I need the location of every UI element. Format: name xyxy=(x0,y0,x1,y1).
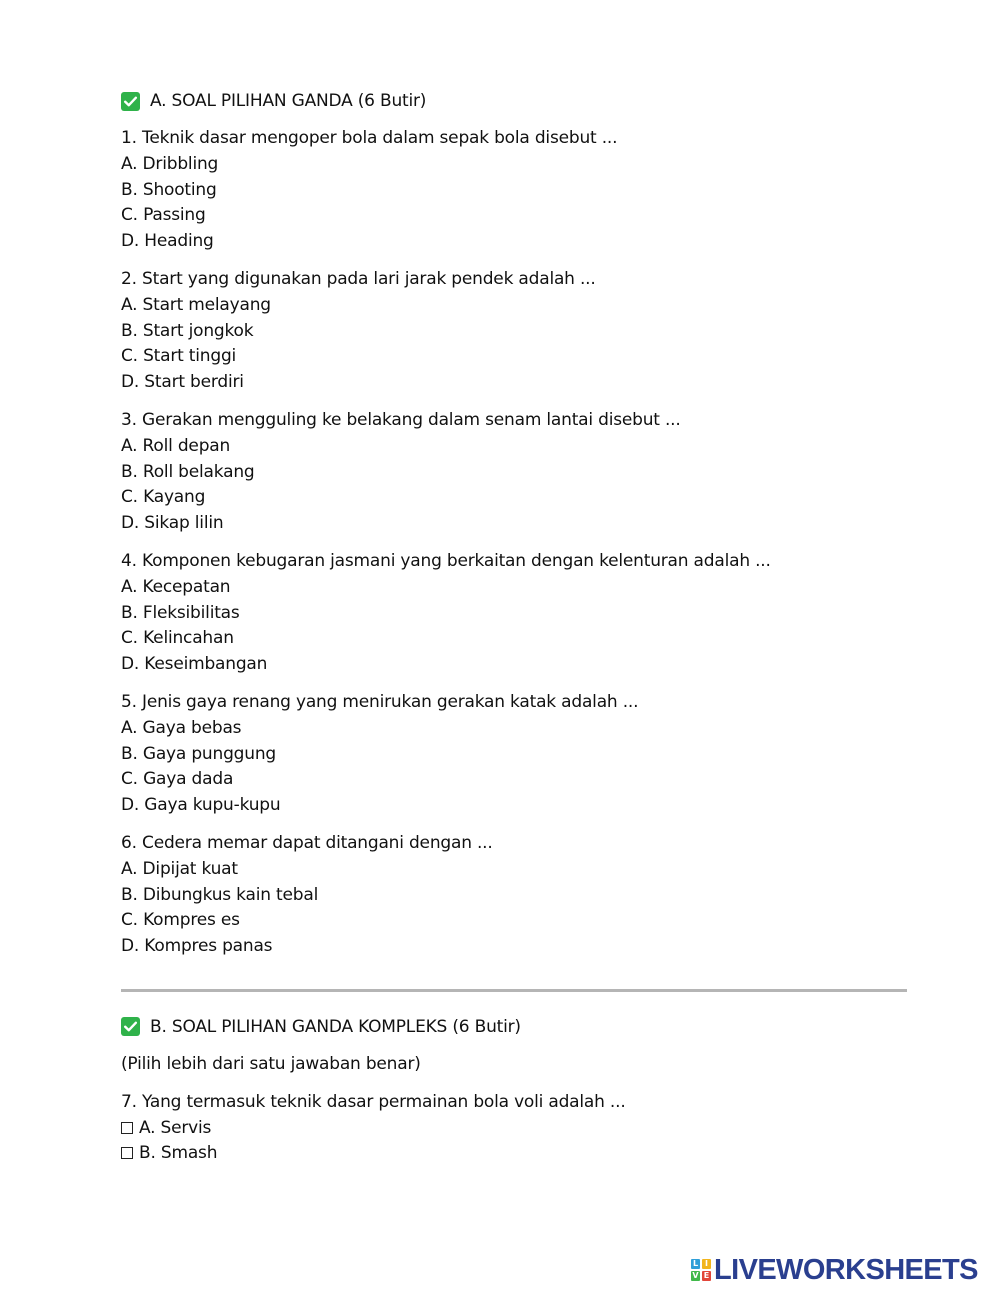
question-block xyxy=(121,831,907,960)
section-b-title: B. SOAL PILIHAN GANDA KOMPLEKS (6 Butir) xyxy=(150,1016,521,1037)
question-block xyxy=(121,690,907,819)
question-text: 7. Yang termasuk teknik dasar permainan bola voli adalah ... xyxy=(121,1091,626,1112)
answer-option[interactable] xyxy=(121,1141,907,1167)
answer-option[interactable]: B. Gaya punggung xyxy=(121,743,277,764)
question-block xyxy=(121,408,907,537)
question-block xyxy=(121,1090,907,1167)
answer-option[interactable]: B. Fleksibilitas xyxy=(121,602,240,623)
section-a-heading xyxy=(121,88,907,114)
answer-option[interactable]: C. Kelincahan xyxy=(121,628,234,649)
logo-mark-icon xyxy=(691,1259,711,1281)
answer-option[interactable]: D. Start berdiri xyxy=(121,372,244,393)
question-text: 2. Start yang digunakan pada lari jarak pendek adalah ... xyxy=(121,268,596,289)
answer-option-label: B. Smash xyxy=(139,1143,218,1164)
answer-option[interactable]: C. Kayang xyxy=(121,487,206,508)
logo-mark-tile: E xyxy=(703,1271,710,1280)
answer-option[interactable]: C. Gaya dada xyxy=(121,769,234,790)
answer-option[interactable]: D. Sikap lilin xyxy=(121,513,224,534)
section-divider xyxy=(121,989,907,992)
answer-option[interactable]: D. Kompres panas xyxy=(121,936,273,957)
answer-option[interactable]: A. Dipijat kuat xyxy=(121,858,238,879)
logo-mark-tile: I xyxy=(702,1259,711,1269)
answer-option[interactable]: A. Start melayang xyxy=(121,294,271,315)
section-b-questions xyxy=(121,1090,907,1167)
answer-option[interactable]: A. Dribbling xyxy=(121,153,219,174)
worksheet xyxy=(121,88,907,1167)
section-a-title: A. SOAL PILIHAN GANDA (6 Butir) xyxy=(150,91,427,111)
question-text: 5. Jenis gaya renang yang menirukan gerakan katak adalah ... xyxy=(121,691,639,712)
answer-option[interactable]: C. Passing xyxy=(121,205,206,226)
logo-text: LIVEWORKSHEETS xyxy=(714,1253,978,1286)
answer-option[interactable]: C. Kompres es xyxy=(121,910,240,931)
check-box-icon xyxy=(121,92,140,111)
answer-option[interactable]: D. Gaya kupu-kupu xyxy=(121,795,281,816)
check-box-icon xyxy=(121,1017,140,1036)
logo-mark-tile: V xyxy=(692,1271,699,1280)
answer-option[interactable]: D. Keseimbangan xyxy=(121,654,268,675)
question-text: 1. Teknik dasar mengoper bola dalam sepak bola disebut ... xyxy=(121,128,618,148)
empty-checkbox-icon[interactable] xyxy=(121,1122,133,1134)
answer-option[interactable]: B. Dibungkus kain tebal xyxy=(121,884,319,905)
answer-option[interactable] xyxy=(121,1116,907,1142)
answer-option[interactable]: A. Kecepatan xyxy=(121,576,231,597)
answer-option[interactable]: A. Gaya bebas xyxy=(121,717,242,738)
liveworksheets-logo xyxy=(691,1255,978,1285)
question-text: 3. Gerakan mengguling ke belakang dalam senam lantai disebut ... xyxy=(121,409,681,430)
empty-checkbox-icon[interactable] xyxy=(121,1147,133,1159)
answer-option-label: A. Servis xyxy=(139,1117,212,1138)
answer-option[interactable]: D. Heading xyxy=(121,231,214,252)
answer-option[interactable]: B. Shooting xyxy=(121,179,217,200)
section-b-heading xyxy=(121,1014,907,1040)
answer-option[interactable]: B. Start jongkok xyxy=(121,320,254,341)
answer-option[interactable]: C. Start tinggi xyxy=(121,346,237,367)
question-block xyxy=(121,267,907,396)
logo-mark-tile: L xyxy=(692,1259,699,1268)
answer-option[interactable]: A. Roll depan xyxy=(121,435,231,456)
question-block xyxy=(121,126,907,255)
question-text: 6. Cedera memar dapat ditangani dengan ... xyxy=(121,832,493,853)
question-block xyxy=(121,549,907,678)
question-text: 4. Komponen kebugaran jasmani yang berkaitan dengan kelenturan adalah ... xyxy=(121,550,771,571)
section-b-note: (Pilih lebih dari satu jawaban benar) xyxy=(121,1053,421,1074)
answer-option[interactable]: B. Roll belakang xyxy=(121,461,255,482)
section-a-questions xyxy=(121,126,907,960)
